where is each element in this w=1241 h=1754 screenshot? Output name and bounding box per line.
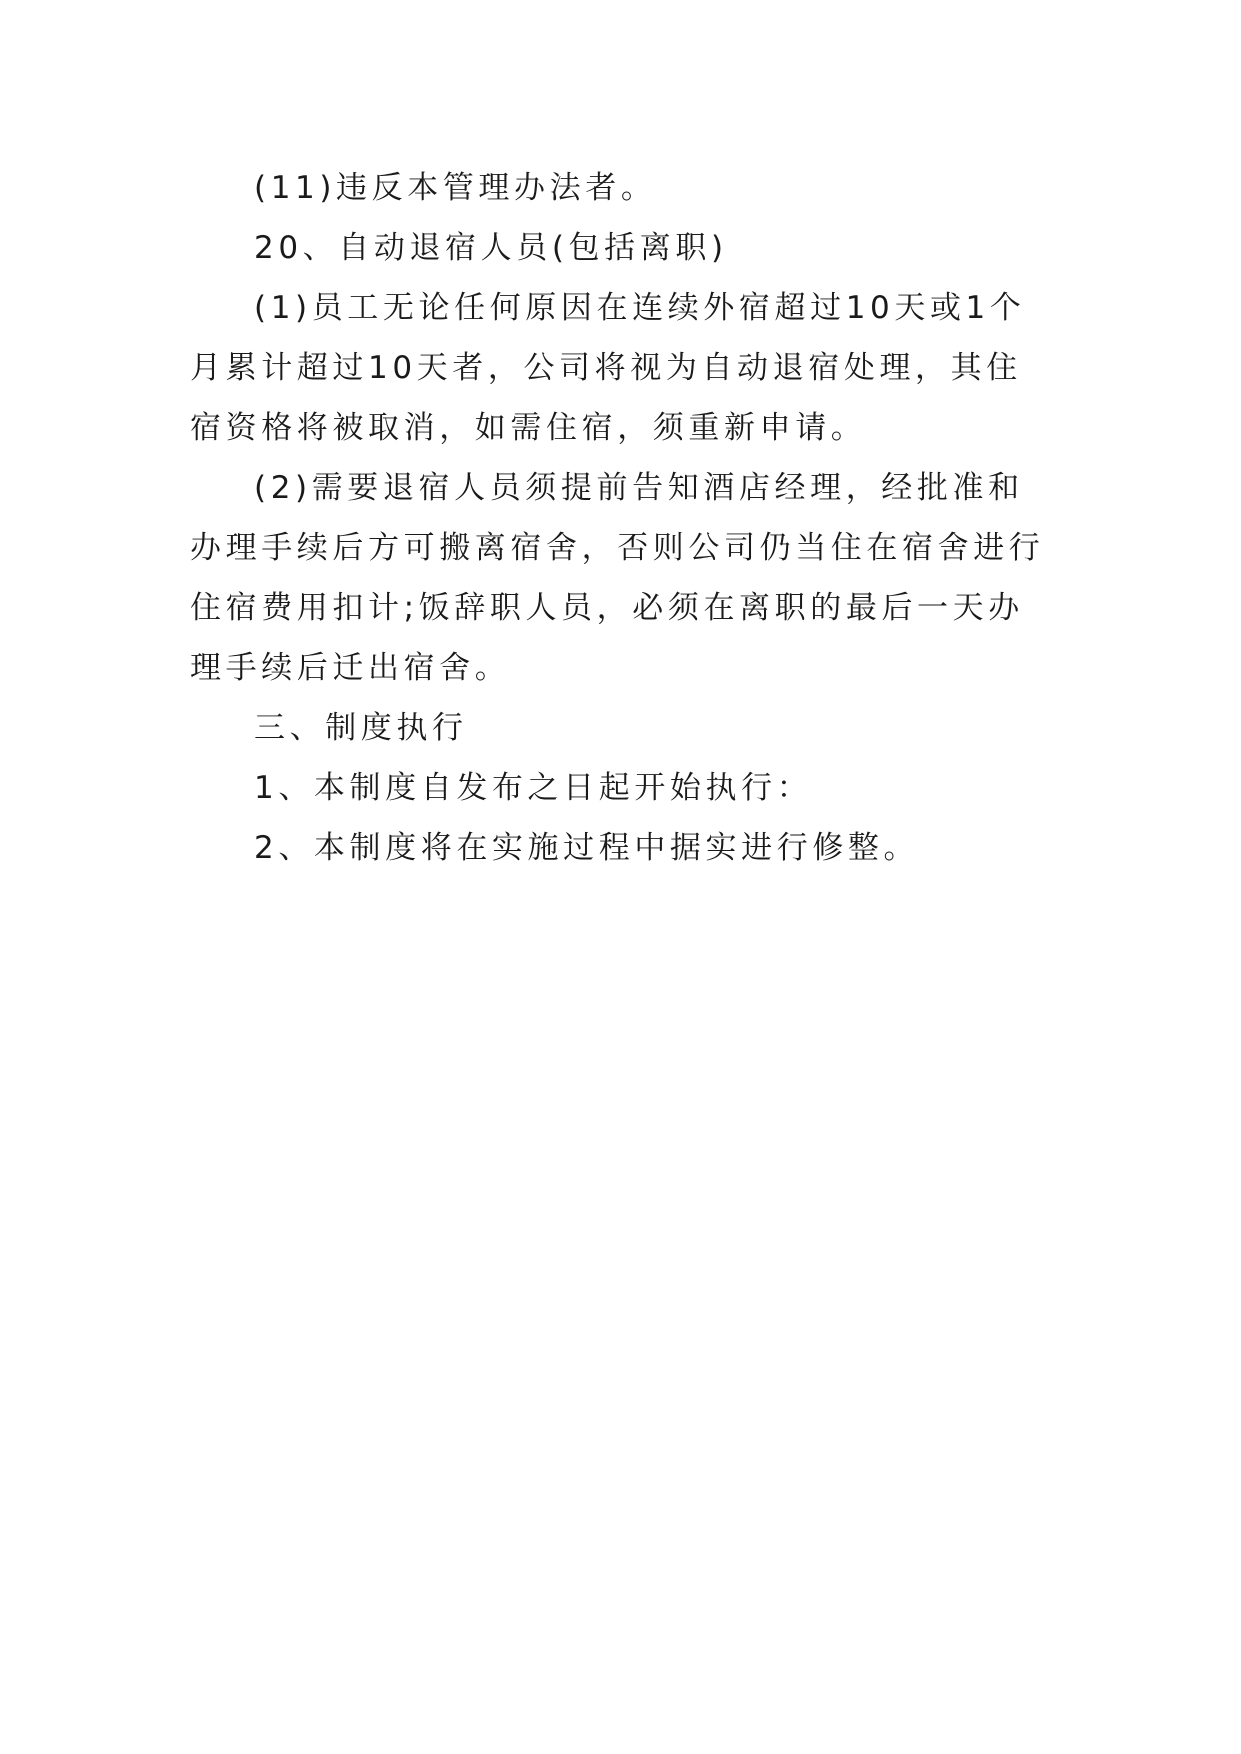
section-20-heading: 20、自动退宿人员(包括离职): [254, 230, 728, 266]
execution-item-1: 1、本制度自发布之日起开始执行：: [254, 770, 813, 806]
clause-2-checkout-procedure: (2)需要退宿人员须提前告知酒店经理，经批准和办理手续后方可搬离宿舍，否则公司仍当住在宿舍进行住宿费用扣计;饭辞职人员，必须在离职的最后一天办理手续后迁出宿舍。: [190, 470, 1045, 686]
clause-11-violation: (11)违反本管理办法者。: [254, 170, 657, 206]
document-body: [190, 158, 1052, 878]
section-3-heading: 三、制度执行: [254, 710, 468, 746]
clause-1-auto-checkout: (1)员工无论任何原因在连续外宿超过10天或1个月累计超过10天者，公司将视为自动退宿处理，其住宿资格将被取消，如需住宿，须重新申请。: [190, 290, 1026, 446]
execution-item-2: 2、本制度将在实施过程中据实进行修整。: [254, 830, 920, 866]
